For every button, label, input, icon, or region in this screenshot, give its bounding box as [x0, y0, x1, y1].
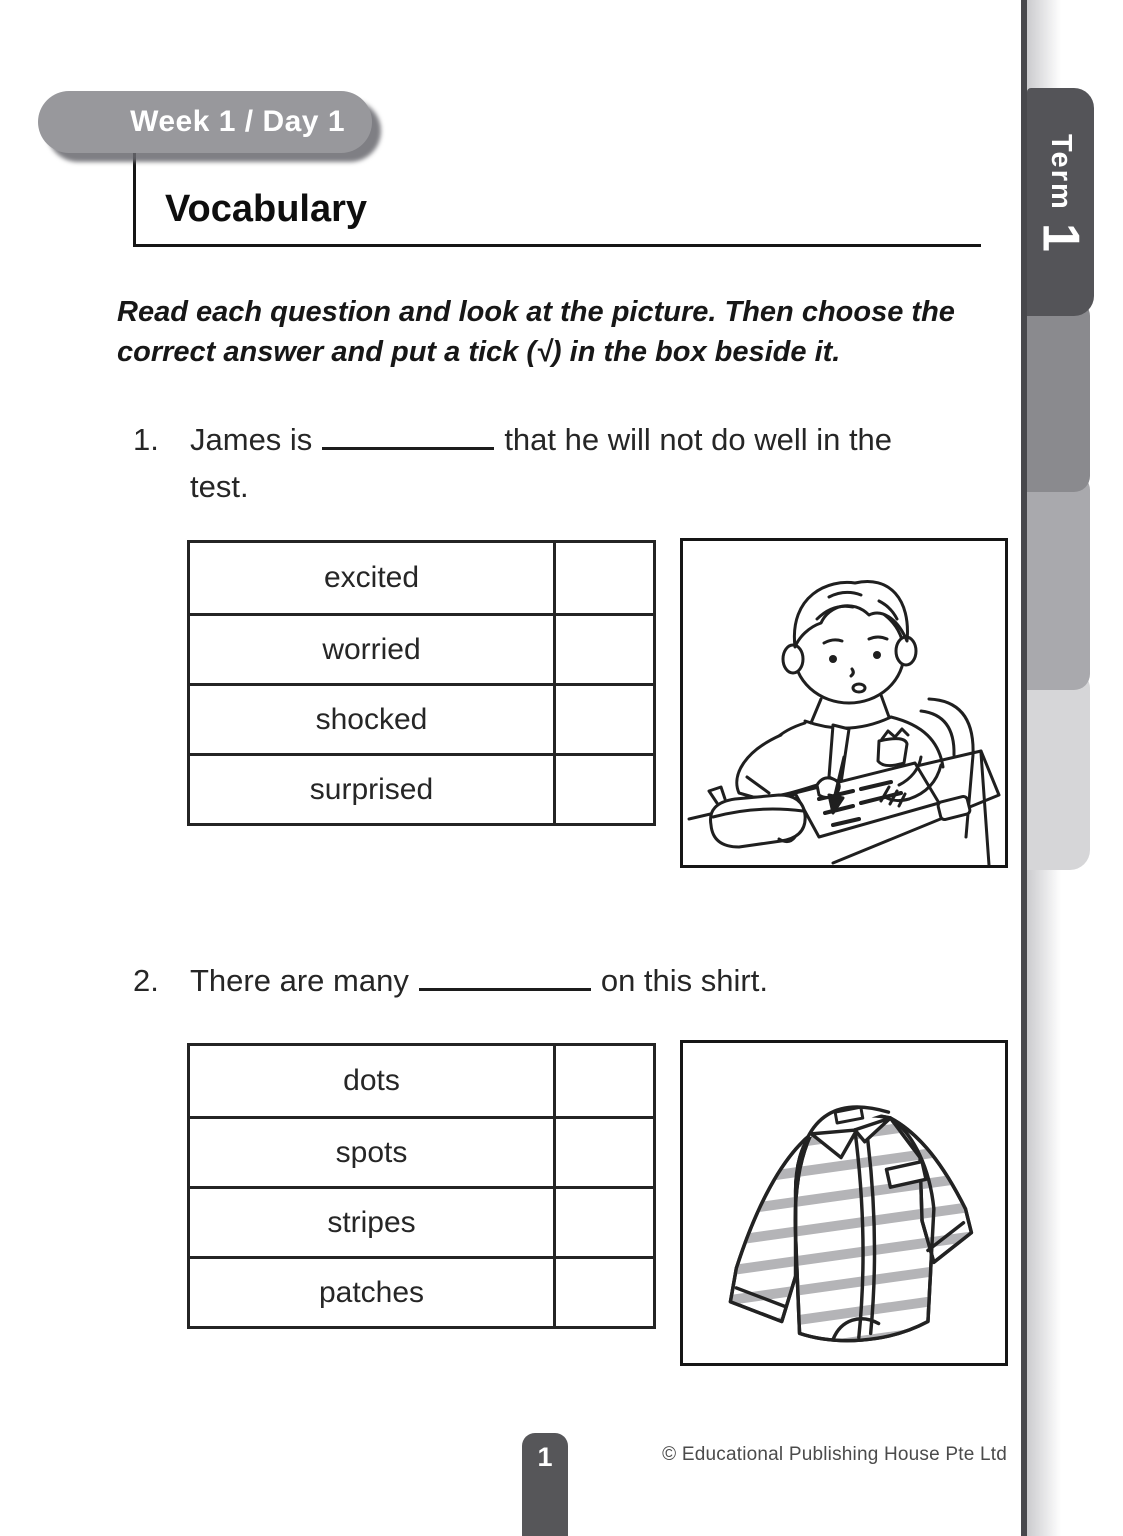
tick-box[interactable]	[556, 686, 653, 753]
option-row	[190, 1116, 653, 1186]
options-table-2	[187, 1043, 656, 1329]
option-row	[190, 683, 653, 753]
term-tab-4	[1027, 672, 1090, 870]
term-tab-number: 1	[1031, 222, 1090, 252]
option-label: dots	[190, 1046, 556, 1116]
section-frame	[133, 153, 981, 247]
option-row	[190, 1256, 653, 1326]
term-tab-2	[1027, 300, 1090, 492]
tick-box[interactable]	[556, 543, 653, 613]
option-label: spots	[190, 1119, 556, 1186]
picture-striped-shirt	[680, 1040, 1008, 1366]
term-tab-label: Term	[1045, 134, 1077, 211]
term-tab-1-active	[1027, 88, 1094, 316]
options-table-1	[187, 540, 656, 826]
question-1-before-blank: James is	[190, 422, 313, 457]
section-title: Vocabulary	[165, 188, 368, 230]
option-row	[190, 1186, 653, 1256]
picture-boy-writing-at-desk	[680, 538, 1008, 868]
question-1-answer-blank[interactable]	[322, 447, 494, 450]
tick-box[interactable]	[556, 616, 653, 683]
question-2-before-blank: There are many	[190, 963, 409, 998]
tick-box[interactable]	[556, 1189, 653, 1256]
question-1	[133, 417, 892, 510]
page-number-tab	[522, 1433, 568, 1536]
option-row	[190, 1046, 653, 1116]
option-row	[190, 753, 653, 823]
option-row	[190, 613, 653, 683]
question-1-line2: test.	[190, 468, 249, 504]
term-tab-3	[1027, 474, 1090, 690]
tick-box[interactable]	[556, 1259, 653, 1326]
option-label: stripes	[190, 1189, 556, 1256]
option-label: shocked	[190, 686, 556, 753]
question-1-text	[190, 417, 892, 510]
question-2-text	[190, 958, 768, 1005]
page-number: 1	[537, 1442, 553, 1472]
option-label: surprised	[190, 756, 556, 823]
question-1-number: 1.	[133, 422, 159, 457]
question-1-after-blank: that he will not do well in the	[504, 422, 893, 457]
copyright-text: © Educational Publishing House Pte Ltd	[662, 1444, 1007, 1465]
week-day-badge-label: Week 1 / Day 1	[130, 105, 345, 138]
tick-box[interactable]	[556, 1119, 653, 1186]
tick-box[interactable]	[556, 1046, 653, 1116]
instructions-text: Read each question and look at the picture. Then choose the correct answer and put a tick (√) in the box beside it.	[117, 296, 955, 369]
question-2-answer-blank[interactable]	[419, 988, 591, 991]
question-2	[133, 958, 768, 1005]
option-row	[190, 543, 653, 613]
option-label: excited	[190, 543, 556, 613]
tick-box[interactable]	[556, 756, 653, 823]
question-2-number: 2.	[133, 963, 159, 998]
week-day-badge	[38, 91, 372, 153]
question-2-after-blank: on this shirt.	[600, 963, 768, 998]
option-label: worried	[190, 616, 556, 683]
option-label: patches	[190, 1259, 556, 1326]
